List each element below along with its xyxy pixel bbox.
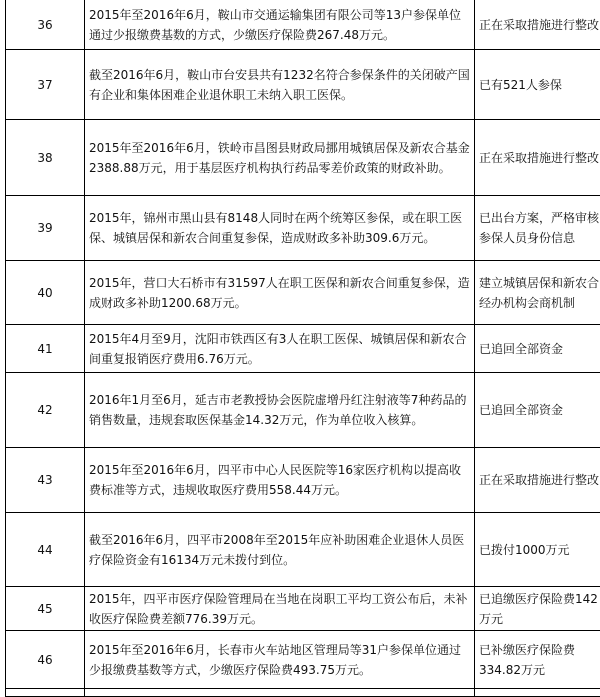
table-row — [6, 120, 600, 196]
finding-description: 2015年，四平市医疗保险管理局在当地在岗职工平均工资公布后，未补收医疗保险费差额776.39万元。 — [85, 587, 475, 631]
finding-description: 2016年1月至6月，延吉市老教授协会医院虚增丹红注射液等7种药品的销售数量，违规套取医保基金14.32万元，作为单位收入核算。 — [85, 373, 475, 448]
row-number: 37 — [6, 50, 85, 120]
table-row-cut-off — [6, 689, 600, 697]
rectification-status: 建立城镇居保和新农合经办机构会商机制 — [475, 261, 600, 325]
row-number: 39 — [6, 196, 85, 261]
table-row — [6, 325, 600, 373]
row-number: 38 — [6, 120, 85, 196]
table-row — [6, 196, 600, 261]
table-row — [6, 0, 600, 50]
finding-description: 2015年，锦州市黑山县有8148人同时在两个统筹区参保，或在职工医保、城镇居保和新农合间重复参保，造成财政多补助309.6万元。 — [85, 196, 475, 261]
finding-description: 2015年4月至9月，沈阳市铁西区有3人在职工医保、城镇居保和新农合间重复报销医疗费用6.76万元。 — [85, 325, 475, 373]
rectification-status: 已有521人参保 — [475, 50, 600, 120]
row-number: 44 — [6, 513, 85, 587]
finding-description: 2015年，营口大石桥市有31597人在职工医保和新农合间重复参保，造成财政多补助1200.68万元。 — [85, 261, 475, 325]
table-row — [6, 448, 600, 513]
table-row — [6, 587, 600, 631]
rectification-status: 已出台方案，严格审核参保人员身份信息 — [475, 196, 600, 261]
row-number: 45 — [6, 587, 85, 631]
row-number: 40 — [6, 261, 85, 325]
finding-description: 2015年至2016年6月，四平市中心人民医院等16家医疗机构以提高收费标准等方式，违规收取医疗费用558.44万元。 — [85, 448, 475, 513]
table-row — [6, 513, 600, 587]
row-number: 46 — [6, 631, 85, 689]
table-row — [6, 50, 600, 120]
audit-findings-table — [5, 0, 600, 697]
row-number: 36 — [6, 0, 85, 50]
row-number-empty — [6, 689, 85, 697]
table-row — [6, 373, 600, 448]
finding-description: 2015年至2016年6月，鞍山市交通运输集团有限公司等13户参保单位通过少报缴费基数的方式，少缴医疗保险费267.48万元。 — [85, 0, 475, 50]
table-row — [6, 631, 600, 689]
row-number: 41 — [6, 325, 85, 373]
finding-description: 截至2016年6月，鞍山市台安县共有1232名符合参保条件的关闭破产国有企业和集体困难企业退休职工未纳入职工医保。 — [85, 50, 475, 120]
rectification-status: 已追缴医疗保险费142万元 — [475, 587, 600, 631]
finding-description: 2015年至2016年6月，长春市火车站地区管理局等31户参保单位通过少报缴费基数等方式，少缴医疗保险费493.75万元。 — [85, 631, 475, 689]
rectification-status: 正在采取措施进行整改 — [475, 0, 600, 50]
rectification-status: 已补缴医疗保险费334.82万元 — [475, 631, 600, 689]
finding-description: 截至2016年6月，四平市2008年至2015年应补助困难企业退休人员医疗保险资金有16134万元未拨付到位。 — [85, 513, 475, 587]
finding-description-empty — [85, 689, 475, 697]
rectification-status: 正在采取措施进行整改 — [475, 448, 600, 513]
row-number: 43 — [6, 448, 85, 513]
rectification-status-empty — [475, 689, 600, 697]
rectification-status: 已拨付1000万元 — [475, 513, 600, 587]
rectification-status: 已追回全部资金 — [475, 325, 600, 373]
table-row — [6, 261, 600, 325]
row-number: 42 — [6, 373, 85, 448]
rectification-status: 已追回全部资金 — [475, 373, 600, 448]
rectification-status: 正在采取措施进行整改 — [475, 120, 600, 196]
finding-description: 2015年至2016年6月，铁岭市昌图县财政局挪用城镇居保及新农合基金2388.88万元，用于基层医疗机构执行药品零差价政策的财政补助。 — [85, 120, 475, 196]
